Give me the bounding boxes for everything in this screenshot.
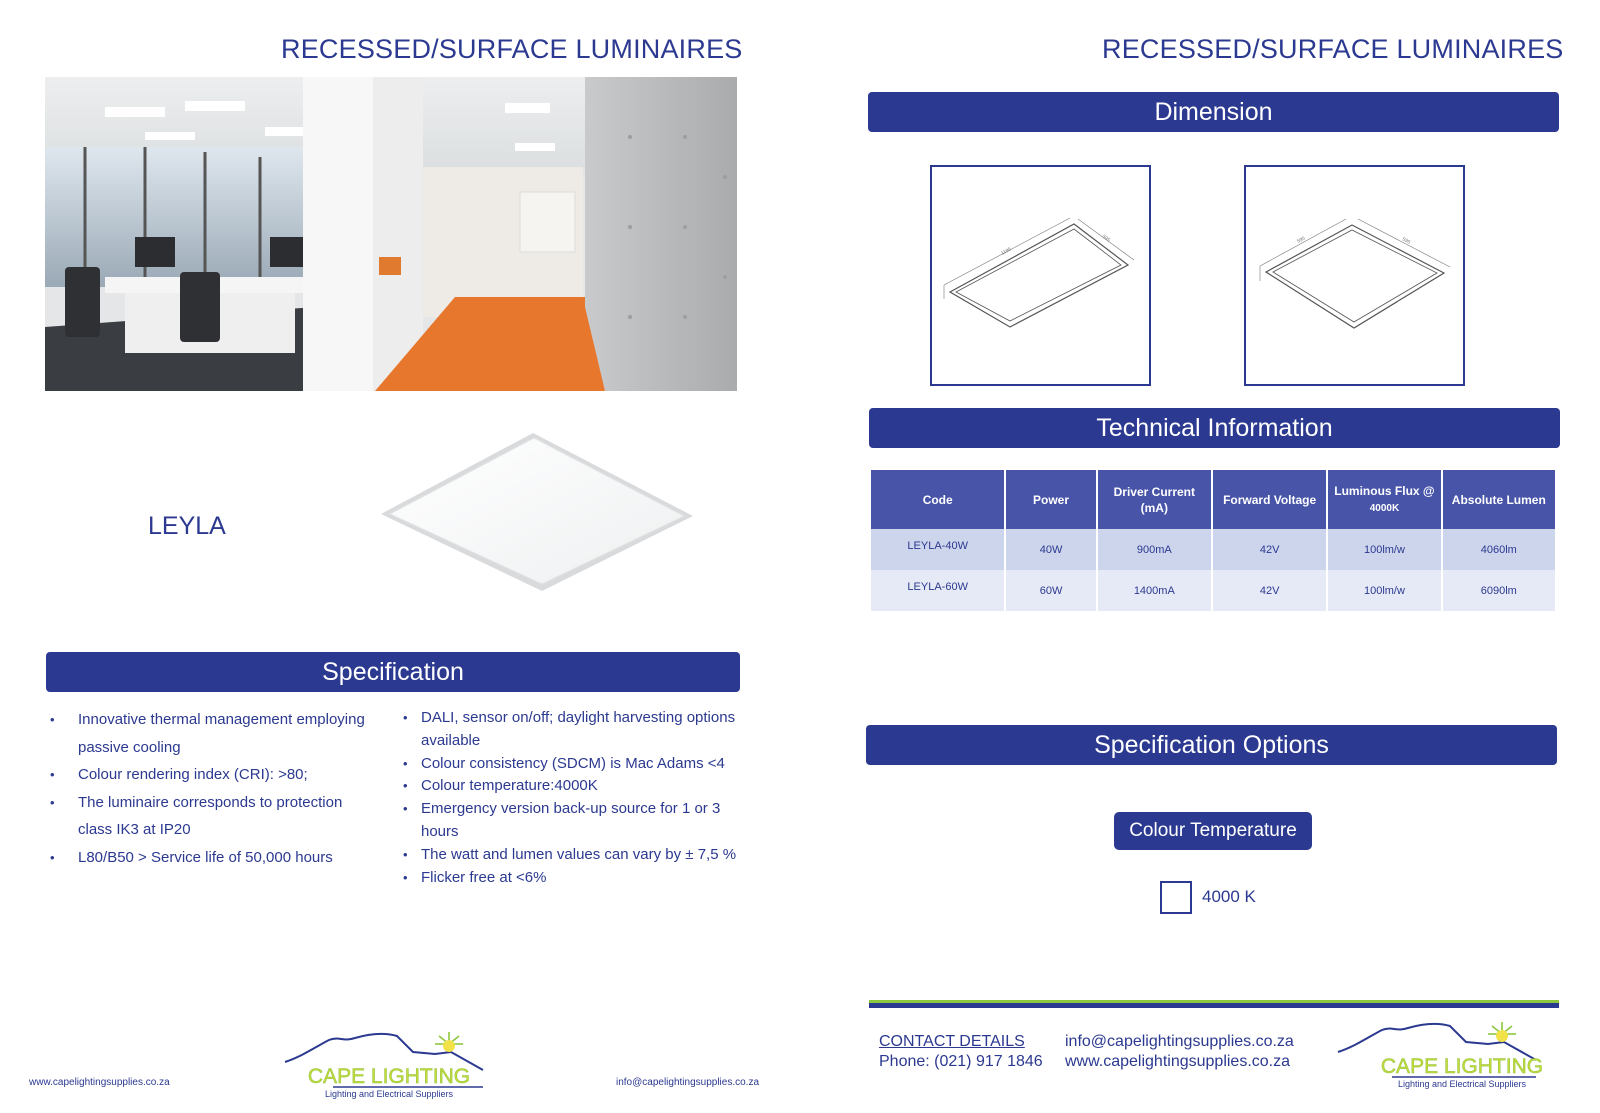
4000k-checkbox[interactable] bbox=[1160, 881, 1192, 914]
cape-lighting-logo bbox=[1336, 1020, 1548, 1090]
dimension-banner: Dimension bbox=[868, 92, 1559, 132]
svg-text:595: 595 bbox=[1401, 236, 1412, 246]
cell-power: 60W bbox=[1006, 570, 1095, 611]
spec-item: • Emergency version back-up source for 1 or 3 hours bbox=[400, 798, 745, 844]
spec-item: • The luminaire corresponds to protection class IK3 at IP20 bbox=[46, 789, 376, 844]
spec-item: • Colour rendering index (CRI): >80; bbox=[46, 761, 376, 789]
spec-list-right bbox=[400, 707, 745, 889]
cell-luminous-flux: 100lm/w bbox=[1328, 529, 1440, 570]
logo-name: CAPE LIGHTING bbox=[307, 1065, 471, 1088]
specification-options-banner: Specification Options bbox=[866, 725, 1557, 765]
footer-website-link[interactable]: www.capelightingsupplies.co.za bbox=[29, 1077, 170, 1088]
cell-absolute-lumen: 4060lm bbox=[1443, 529, 1555, 570]
cell-power: 40W bbox=[1006, 529, 1095, 570]
specification-banner: Specification bbox=[46, 652, 740, 692]
column-header-luminous-flux bbox=[1328, 470, 1440, 529]
technical-table bbox=[869, 470, 1557, 611]
column-header-forward-voltage: Forward Voltage bbox=[1213, 470, 1326, 529]
luminous-flux-sub: 4000K bbox=[1369, 502, 1400, 514]
svg-text:1195: 1195 bbox=[1000, 246, 1013, 257]
dimension-drawing-rectangular bbox=[930, 165, 1151, 386]
contact-website-link[interactable]: www.capelightingsupplies.co.za bbox=[1065, 1053, 1291, 1070]
cape-lighting-logo bbox=[283, 1030, 495, 1100]
spec-item: • Innovative thermal management employing passive cooling bbox=[46, 706, 376, 761]
product-name: LEYLA bbox=[148, 512, 226, 540]
contact-details-heading: CONTACT DETAILS bbox=[879, 1033, 1025, 1050]
office-interior-photo bbox=[45, 77, 737, 391]
4000k-option-label: 4000 K bbox=[1202, 887, 1256, 906]
luminous-flux-label: Luminous Flux @ bbox=[1334, 483, 1435, 498]
spec-item: • Flicker free at <6% bbox=[400, 867, 745, 890]
footer-email-link[interactable]: info@capelightingsupplies.co.za bbox=[616, 1077, 760, 1088]
table-header-row bbox=[871, 470, 1555, 529]
column-header-code: Code bbox=[871, 470, 1004, 529]
contact-email-link[interactable]: info@capelightingsupplies.co.za bbox=[1065, 1033, 1294, 1050]
spec-item: • DALI, sensor on/off; daylight harvesting options available bbox=[400, 707, 745, 753]
column-header-absolute-lumen: Absolute Lumen bbox=[1443, 470, 1555, 529]
technical-information-banner: Technical Information bbox=[869, 408, 1560, 448]
svg-text:595: 595 bbox=[1100, 233, 1112, 244]
colour-temperature-button[interactable]: Colour Temperature bbox=[1114, 812, 1312, 850]
column-header-driver-current: Driver Current (mA) bbox=[1098, 470, 1211, 529]
page-title-left: RECESSED/SURFACE LUMINAIRES bbox=[281, 34, 743, 64]
cell-luminous-flux: 100lm/w bbox=[1328, 570, 1440, 611]
cell-absolute-lumen: 6090lm bbox=[1443, 570, 1555, 611]
cell-code: LEYLA-60W bbox=[871, 570, 1004, 611]
footer-divider-blue bbox=[869, 1003, 1559, 1008]
cell-forward-voltage: 42V bbox=[1213, 529, 1326, 570]
table-row bbox=[871, 570, 1555, 611]
cell-driver-current: 1400mA bbox=[1098, 570, 1211, 611]
spec-item: • The watt and lumen values can vary by ± 7,5 % bbox=[400, 844, 745, 867]
column-header-power: Power bbox=[1006, 470, 1095, 529]
page-title-right: RECESSED/SURFACE LUMINAIRES bbox=[1102, 34, 1564, 64]
spec-item: • L80/B50 > Service life of 50,000 hours bbox=[46, 844, 376, 872]
contact-phone: Phone: (021) 917 1846 bbox=[879, 1053, 1043, 1070]
cell-driver-current: 900mA bbox=[1098, 529, 1211, 570]
spec-list-left bbox=[46, 706, 376, 871]
logo-name: CAPE LIGHTING bbox=[1380, 1055, 1544, 1078]
led-panel-product-image bbox=[378, 428, 696, 593]
logo-tagline: Lighting and Electrical Suppliers bbox=[1397, 1079, 1527, 1089]
spec-item: • Colour temperature:4000K bbox=[400, 775, 745, 798]
cell-code: LEYLA-40W bbox=[871, 529, 1004, 570]
spec-item: • Colour consistency (SDCM) is Mac Adams <4 bbox=[400, 753, 745, 776]
dimension-drawing-square bbox=[1244, 165, 1465, 386]
cell-forward-voltage: 42V bbox=[1213, 570, 1326, 611]
logo-tagline: Lighting and Electrical Suppliers bbox=[324, 1089, 454, 1099]
table-row bbox=[871, 529, 1555, 570]
svg-text:595: 595 bbox=[1296, 235, 1307, 245]
